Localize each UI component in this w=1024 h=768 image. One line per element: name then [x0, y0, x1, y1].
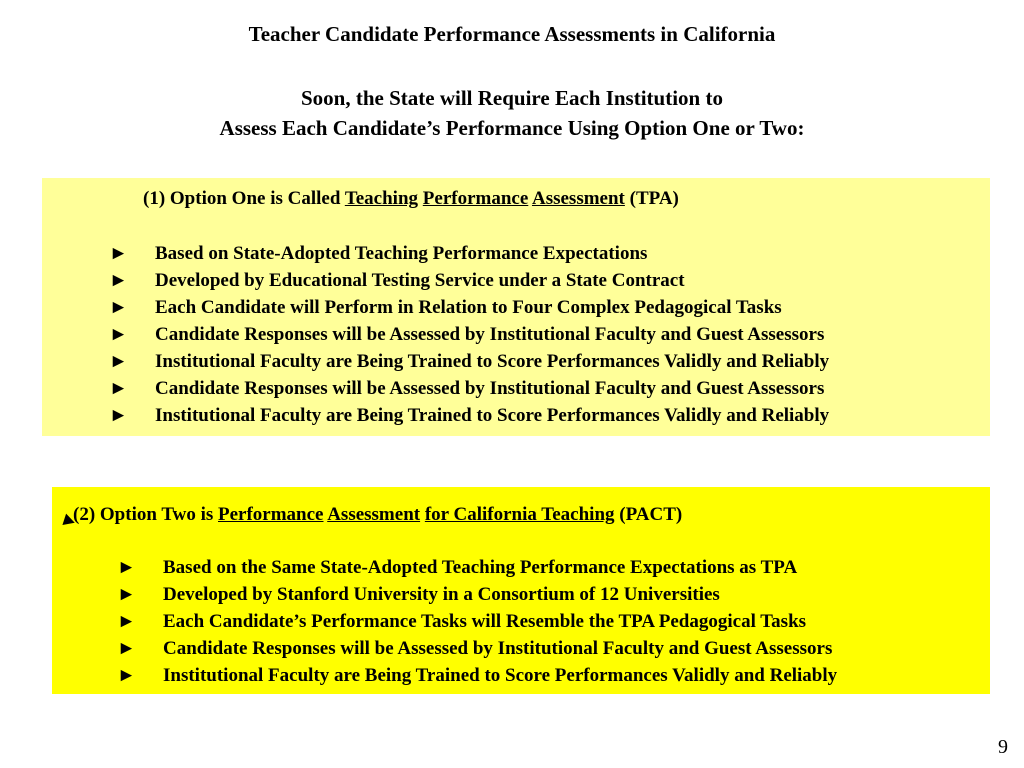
list-item: ► Based on the Same State-Adopted Teaching Performance Expectations as TPA [117, 554, 837, 581]
option-one-term-teaching: Teaching [344, 188, 419, 209]
option-one-box [42, 178, 990, 436]
option-two-term-assessment: Assessment [327, 504, 421, 525]
bullet-arrow-icon: ► [109, 243, 128, 264]
option-two-prefix: (2) Option Two is [73, 504, 218, 525]
option-two-heading [73, 501, 682, 528]
option-one-prefix: (1) Option One is Called [143, 188, 345, 209]
list-item: ► Each Candidate’s Performance Tasks will Resemble the TPA Pedagogical Tasks [117, 608, 837, 635]
list-item: ► Candidate Responses will be Assessed by Institutional Faculty and Guest Assessors [117, 635, 837, 662]
option-one-suffix: (TPA) [624, 188, 679, 209]
list-item: ► Institutional Faculty are Being Trained to Score Performances Validly and Reliably [109, 348, 829, 375]
list-item: ► Each Candidate will Perform in Relation to Four Complex Pedagogical Tasks [109, 294, 829, 321]
bullet-arrow-icon: ► [117, 665, 136, 686]
bullet-arrow-icon: ► [117, 584, 136, 605]
option-two-term-performance: Performance [218, 504, 324, 525]
option-two-bullet-list [117, 554, 837, 689]
bullet-arrow-icon: ► [117, 611, 136, 632]
option-one-bullet-list [109, 240, 829, 429]
list-item: ► Developed by Educational Testing Service under a State Contract [109, 267, 829, 294]
bullet-arrow-icon: ► [109, 270, 128, 291]
list-item: ► Based on State-Adopted Teaching Performance Expectations [109, 240, 829, 267]
option-two-box [52, 487, 990, 694]
option-two-suffix: (PACT) [614, 504, 683, 525]
option-one-heading [143, 185, 679, 212]
slide-subtitle-line1: Soon, the State will Require Each Institution to [301, 86, 723, 110]
list-item: ► Candidate Responses will be Assessed by Institutional Faculty and Guest Assessors [109, 321, 829, 348]
option-one-term-performance: Performance [422, 188, 529, 209]
bullet-arrow-icon: ► [109, 324, 128, 345]
list-item: ► Institutional Faculty are Being Trained to Score Performances Validly and Reliably [109, 402, 829, 429]
slide-subtitle-line2: Assess Each Candidate’s Performance Using Option One or Two: [219, 116, 805, 140]
bullet-arrow-icon: ► [109, 405, 128, 426]
bullet-arrow-icon: ► [117, 557, 136, 578]
list-item: ► Institutional Faculty are Being Trained to Score Performances Validly and Reliably [117, 662, 837, 689]
list-item: ► Developed by Stanford University in a Consortium of 12 Universities [117, 581, 837, 608]
list-item: ► Candidate Responses will be Assessed by Institutional Faculty and Guest Assessors [109, 375, 829, 402]
bullet-arrow-icon: ► [109, 378, 128, 399]
bullet-arrow-icon: ► [109, 297, 128, 318]
slide-title: Teacher Candidate Performance Assessments in California [248, 22, 776, 46]
bullet-arrow-icon: ► [117, 638, 136, 659]
option-one-term-assessment: Assessment [531, 188, 625, 209]
page-number: 9 [998, 736, 1008, 758]
bullet-arrow-icon: ► [109, 351, 128, 372]
option-two-term-california-teaching: for California Teaching [424, 504, 615, 525]
